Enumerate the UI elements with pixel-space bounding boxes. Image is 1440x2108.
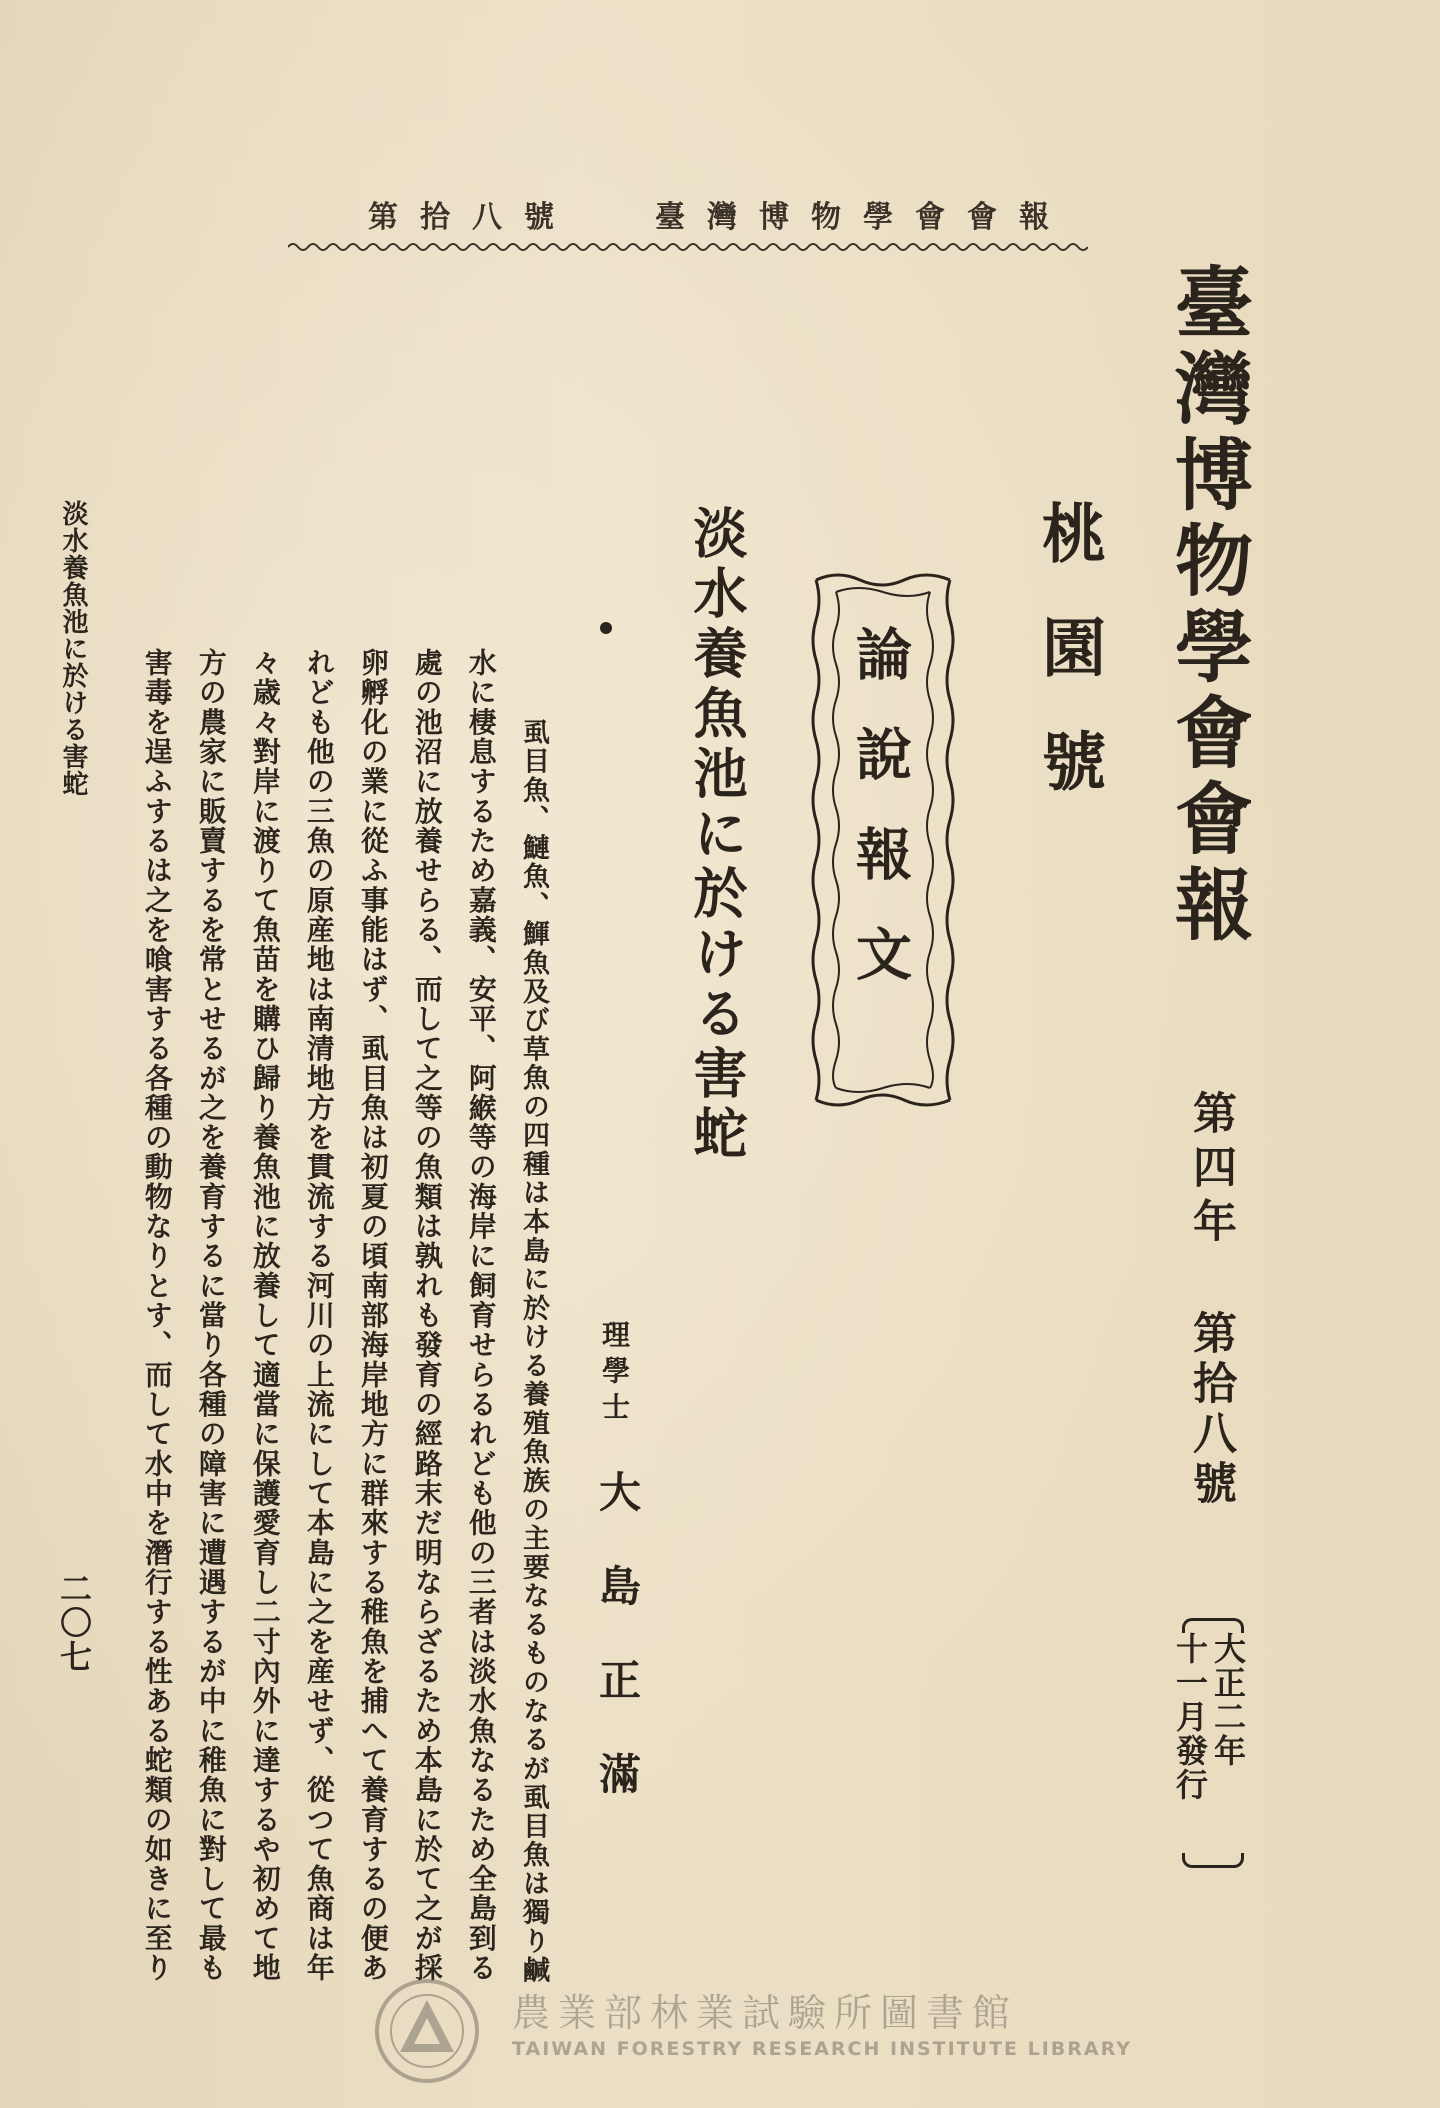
body-line-6: 々歳々對岸に渡りて魚苗を購ひ歸り養魚池に放養して適當に保護愛育し二寸內外に達するや初めて地 (247, 648, 281, 1983)
page-number: 二〇七 (55, 1572, 93, 1674)
article-title: 淡水養魚池に於ける害蛇 (685, 505, 749, 1165)
date-brace-top (1182, 1618, 1244, 1633)
body-line-1: 虱目魚、鰱魚、鯶魚及び草魚の四種は本島に於ける養殖魚族の主要なるものなるが虱目魚は獨り鹹 (517, 718, 549, 1985)
side-running-title: 淡水養魚池に於ける害蛇 (58, 500, 88, 797)
body-line-4: 卵孵化の業に從ふ事能はず、虱目魚は初夏の頃南部海岸地方に群來する稚魚を捕へて養育するの便あ (355, 648, 389, 1983)
body-line-2: 水に棲息するため嘉義、安平、阿緱等の海岸に飼育せらるれども他の三者は淡水魚なるため全島到る (463, 648, 497, 1983)
masthead-date-line-2: 十一月發行 (1171, 1632, 1209, 1802)
watermark-english: TAIWAN FORESTRY RESEARCH INSTITUTE LIBRARY (512, 2038, 1132, 2060)
body-line-5: れども他の三魚の原産地は南清地方を貫流する河川の上流にして本島に之を産せず、從つて魚商は年 (301, 648, 335, 1983)
body-line-3: 處の池沼に放養せらる、而して之等の魚類は孰れも發育の經路末だ明ならざるため本島に於て之が採 (409, 648, 443, 1983)
masthead-date (1168, 1618, 1248, 1868)
masthead-issue: 第拾八號 (1185, 1310, 1236, 1510)
special-issue-title: 桃園號 (1031, 500, 1106, 842)
header-journal-name: 臺灣博物學會會報 (655, 200, 1071, 235)
masthead-volume: 第四年 (1185, 1090, 1236, 1252)
masthead-date-line-1: 大正二年 (1209, 1632, 1247, 1768)
author-degree: 理學士 (598, 1320, 631, 1428)
header-issue-number: 第拾八號 (368, 200, 576, 235)
author-name: 大島正滿 (593, 1470, 642, 1846)
bullet-mark (600, 622, 612, 634)
library-seal-icon (372, 1976, 482, 2086)
masthead-title: 臺灣博物學會會報 (1162, 262, 1253, 950)
header-wavy-rule (288, 240, 1088, 254)
watermark-chinese: 農業部林業試驗所圖書館 (512, 1991, 1019, 2035)
section-label: 論說報文 (847, 625, 913, 1025)
date-brace-bottom (1182, 1853, 1244, 1868)
body-line-8: 害毒を逞ふするは之を喰害する各種の動物なりとす、而して水中を潛行する性ある蛇類の如きに至り (139, 648, 173, 1983)
library-watermark (372, 1976, 1132, 2086)
body-line-7: 方の農家に販賣するを常とせるが之を養育するに當り各種の障害に遭遇するが中に稚魚に對して最も (193, 648, 227, 1983)
